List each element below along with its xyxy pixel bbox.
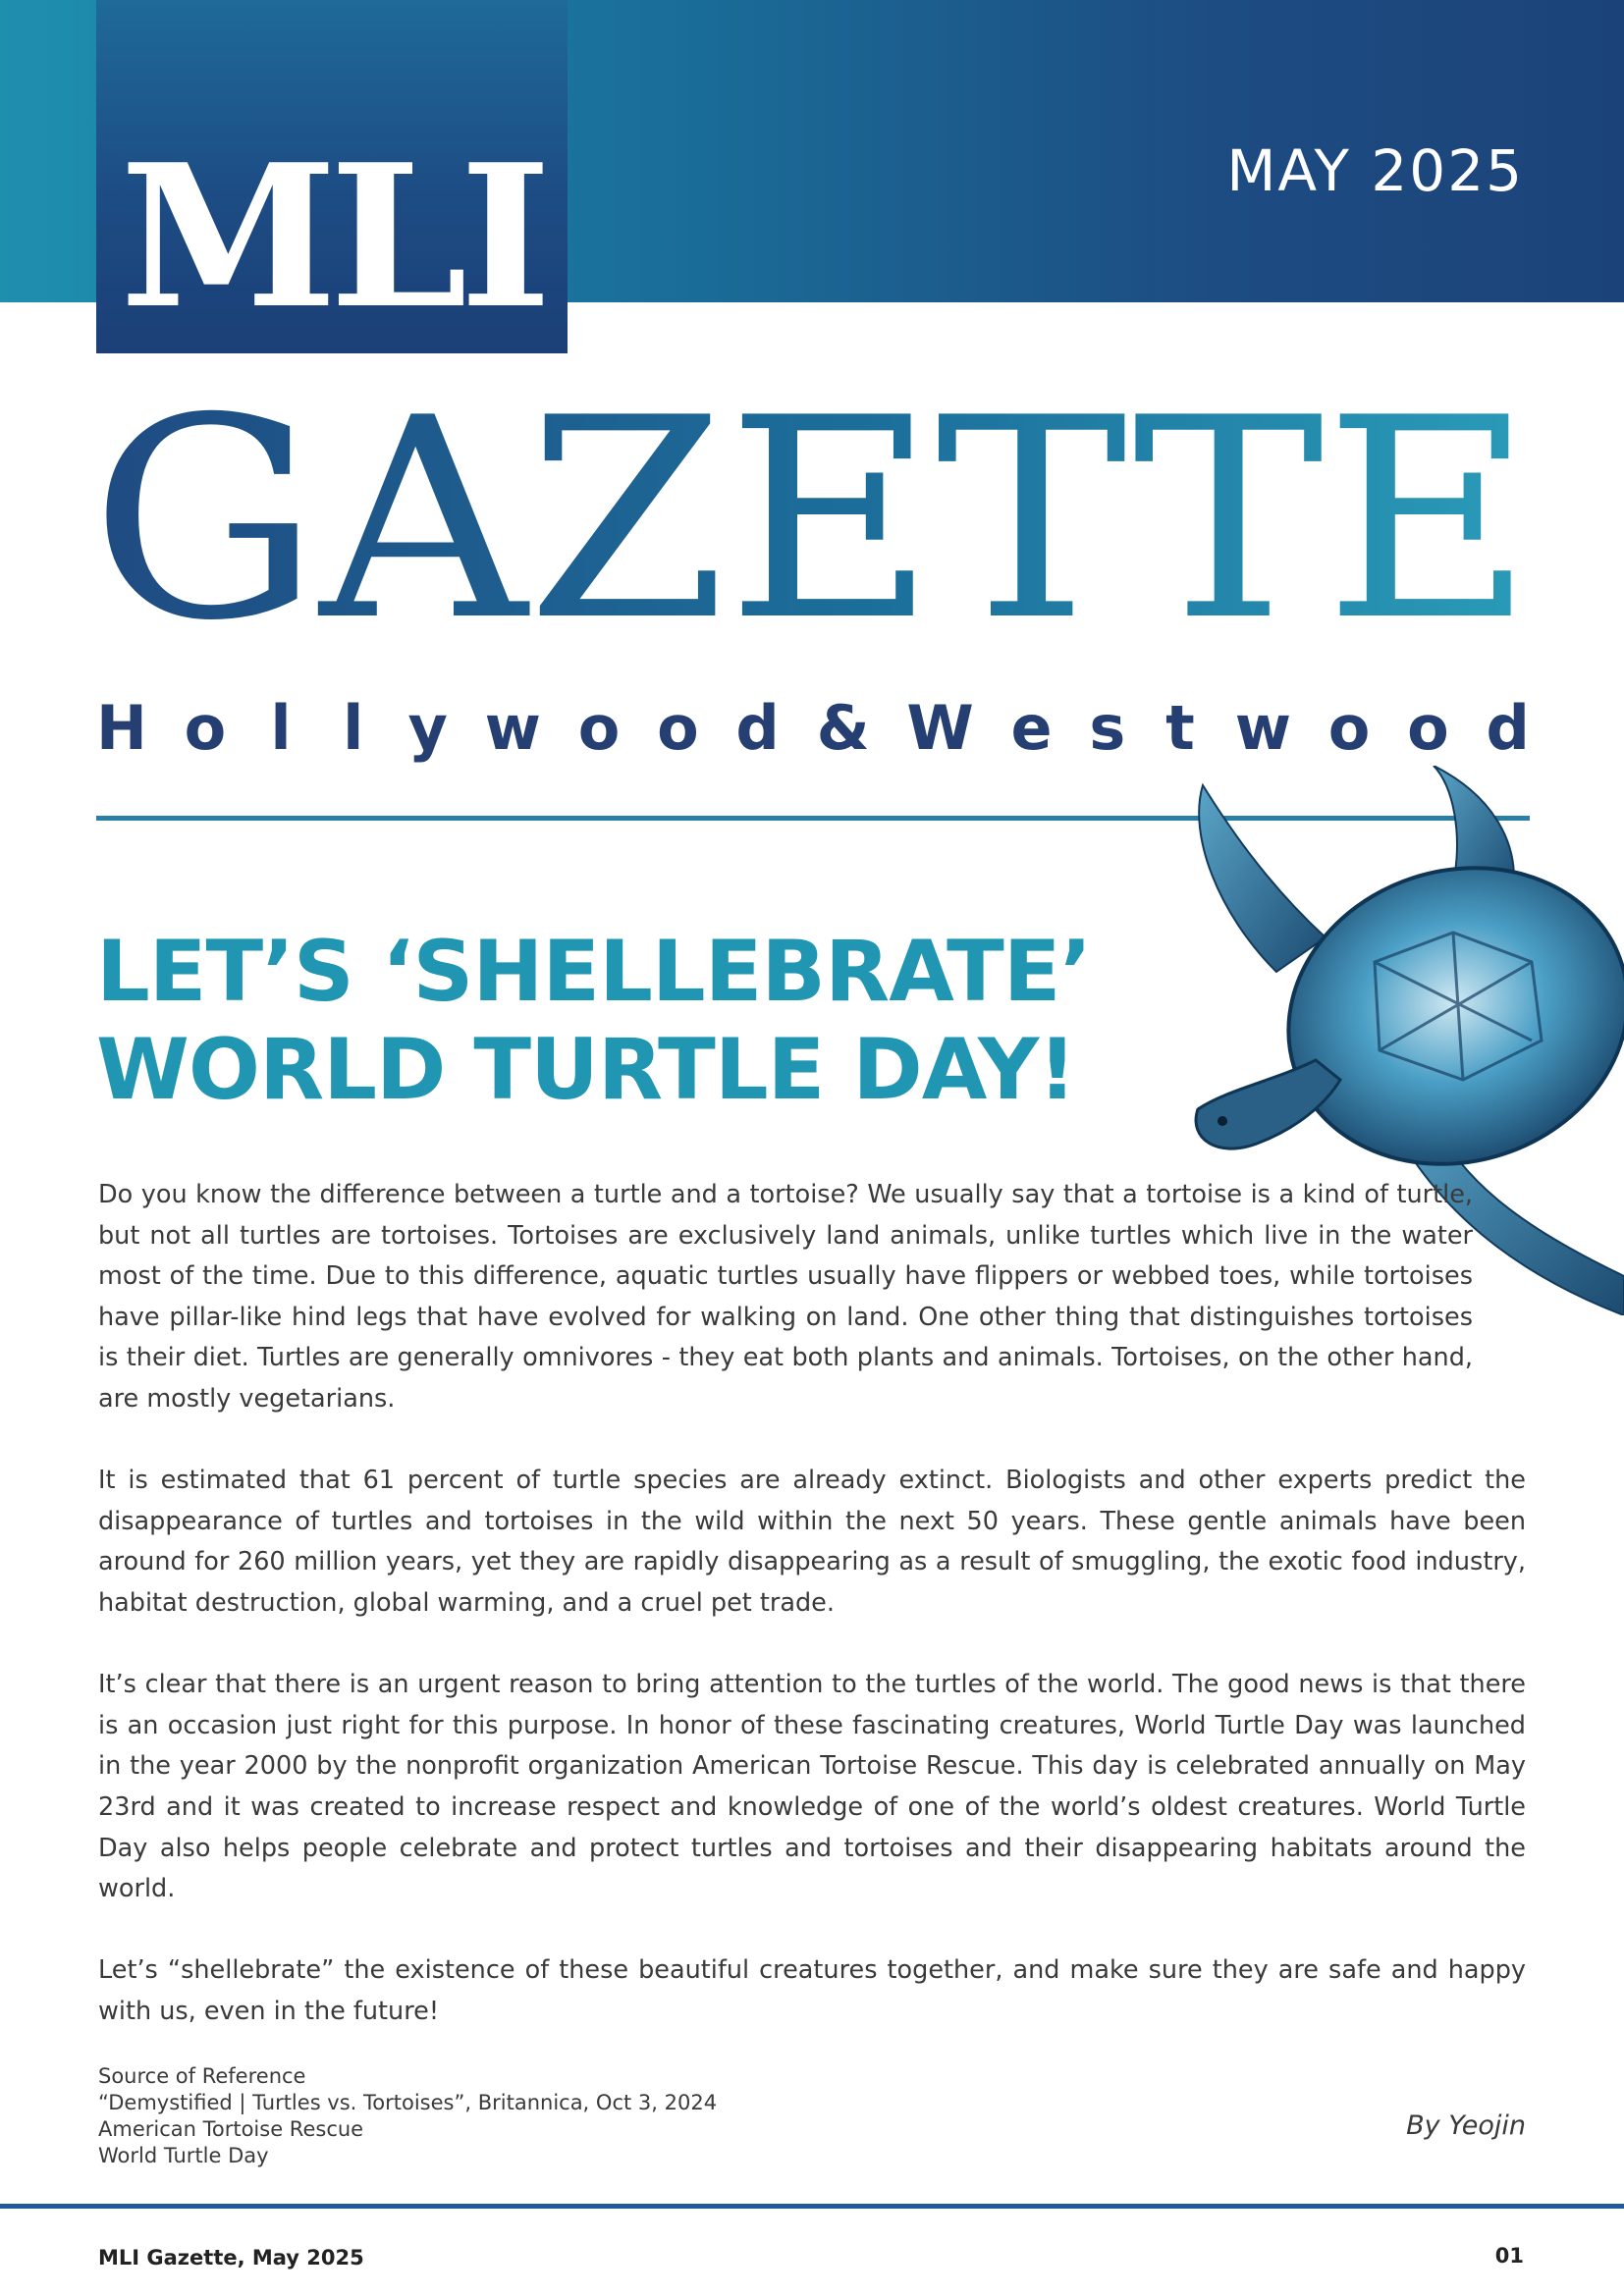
issue-date: MAY 2025 xyxy=(1226,137,1524,204)
reference-item: World Turtle Day xyxy=(98,2144,269,2167)
subtitle-letter: s xyxy=(1089,692,1126,764)
page-number: 01 xyxy=(1494,2244,1524,2268)
subtitle-letter: t xyxy=(1165,692,1195,764)
article-headline xyxy=(96,923,1127,1119)
reference-item: American Tortoise Rescue xyxy=(98,2117,364,2141)
references xyxy=(98,2063,717,2169)
subtitle-letter: e xyxy=(1010,692,1053,764)
paragraph: Do you know the difference between a turtle and a tortoise? We usually say that a tortoise is a kind of turtle, but not all turtles are tortoises. Tortoises are exclusively land animals, unlike turtles which live in the water most of the time. Due to this difference, aquatic turtles usually have flippers or webbed toes, while tortoises have pillar-like hind legs that have evolved for walking on land. One other thing that distinguishes tortoises is their diet. Turtles are generally omnivores - they eat both plants and animals. Tortoises, on the other hand, are mostly vegetarians. xyxy=(98,1180,1473,1414)
subtitle-letter: o xyxy=(1327,692,1371,764)
gazette-title-text: GAZETTE xyxy=(90,388,1534,643)
headline-line: LET’S ‘SHELLEBRATE’ xyxy=(96,923,1092,1021)
subtitle-letter: d xyxy=(1486,692,1530,764)
subtitle-letter: o xyxy=(1407,692,1449,764)
subtitle-letter: o xyxy=(657,692,699,764)
subtitle-letter: w xyxy=(484,692,541,764)
subtitle-letter: & xyxy=(816,692,870,764)
subtitle xyxy=(96,692,1530,764)
references-heading: Source of Reference xyxy=(98,2064,306,2088)
footer-publication: MLI Gazette, May 2025 xyxy=(98,2246,364,2269)
subtitle-letter: y xyxy=(407,692,448,764)
subtitle-letter: l xyxy=(270,692,292,764)
headline-line: WORLD TURTLE DAY! xyxy=(96,1021,1076,1119)
subtitle-letter: H xyxy=(96,692,147,764)
subtitle-letter: o xyxy=(184,692,227,764)
paragraph: It is estimated that 61 percent of turtle species are already extinct. Biologists and other experts predict the disappearance of turtles and tortoises in the wild within the next 50 years. These gentle animals have been around for 260 million years, yet they are rapidly disappearing as a result of smuggling, the exotic food industry, habitat destruction, global warming, and a cruel pet trade. xyxy=(98,1466,1526,1618)
subtitle-letter: l xyxy=(343,692,364,764)
subtitle-letter: o xyxy=(577,692,621,764)
reference-item: “Demystified | Turtles vs. Tortoises”, Britannica, Oct 3, 2024 xyxy=(98,2091,718,2114)
subtitle-letter: d xyxy=(735,692,780,764)
subtitle-letter: W xyxy=(906,692,974,764)
logo-text: MLI xyxy=(120,122,544,352)
paragraph: It’s clear that there is an urgent reason to bring attention to the turtles of the world. The good news is that there is an occasion just right for this purpose. In honor of these fascinating creatures, World Turtle Day was launched in the year 2000 by the nonprofit organization American Tortoise Rescue. This day is celebrated annually on May 23rd and it was created to increase respect and knowledge of one of the world’s oldest creatures. World Turtle Day also helps people celebrate and protect turtles and tortoises and their disappearing habitats around the world. xyxy=(98,1670,1526,1904)
paragraph: Let’s “shellebrate” the existence of these beautiful creatures together, and make sure they are safe and happy with us, even in the future! xyxy=(98,1955,1526,2026)
byline: By Yeojin xyxy=(1406,2110,1526,2141)
footer-divider xyxy=(0,2204,1624,2209)
article-body xyxy=(98,1175,1526,2073)
gazette-title xyxy=(90,388,1543,643)
subtitle-letter: w xyxy=(1234,692,1292,764)
logo-box xyxy=(96,0,568,353)
